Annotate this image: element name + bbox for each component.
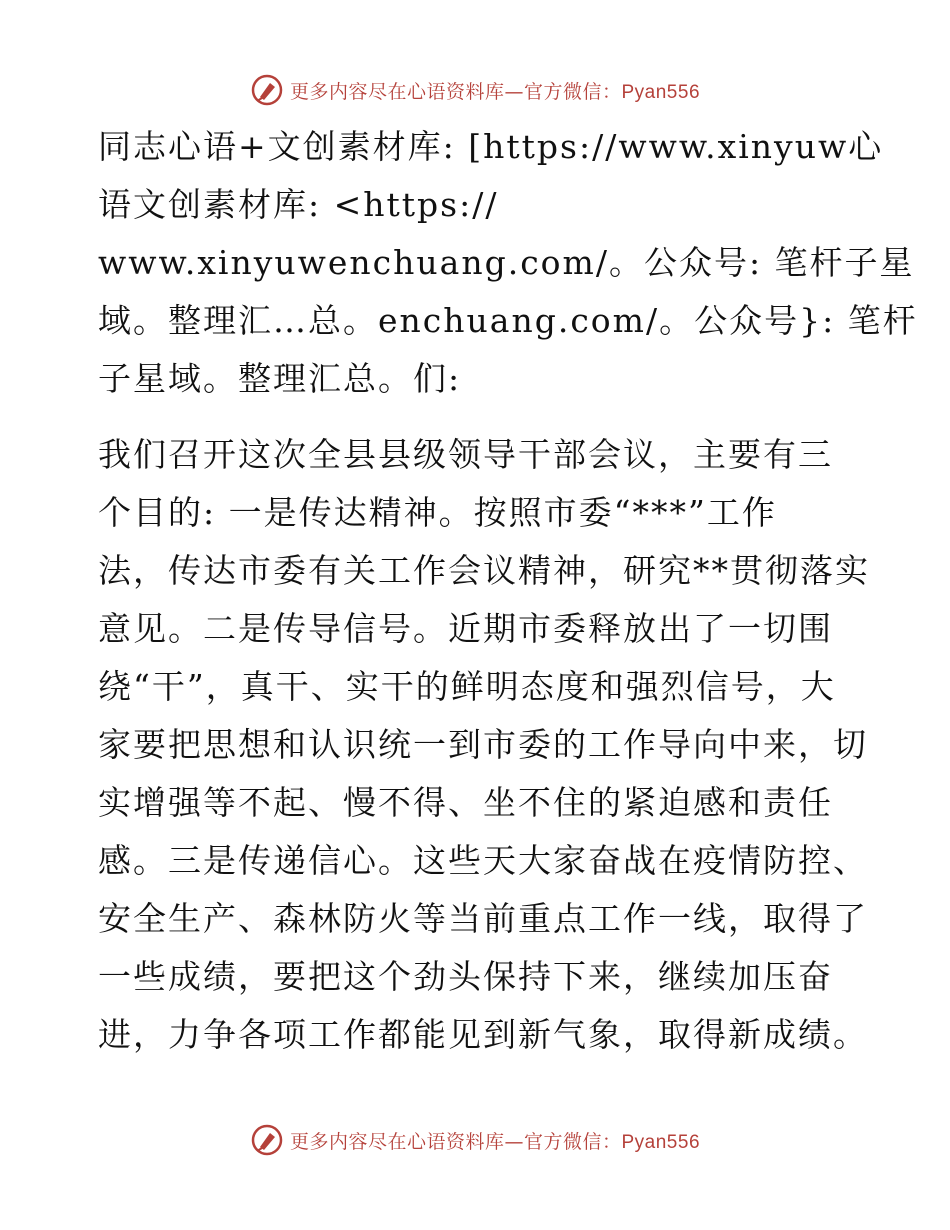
text-line: 进，力争各项工作都能见到新气象，取得新成绩。	[98, 1015, 868, 1054]
text-line: 个目的: 一是传达精神。按照市委“***”工作	[98, 493, 777, 532]
text-line: 意见。二是传导信号。近期市委释放出了一切围	[98, 609, 833, 648]
header-watermark	[0, 70, 950, 110]
paragraph-2	[98, 426, 870, 1064]
text-line: 一些成绩，要把这个劲头保持下来，继续加压奋	[98, 957, 833, 996]
watermark-text: 更多内容尽在心语资料库—官方微信：Pyan556	[289, 1130, 701, 1153]
text-line: 法，传达市委有关工作会议精神，研究**贯彻落实	[98, 551, 870, 590]
footer-watermark	[0, 1120, 950, 1160]
text-line: 绕“干”，真干、实干的鲜明态度和强烈信号，大	[98, 667, 836, 706]
watermark-text: 更多内容尽在心语资料库—官方微信：Pyan556	[289, 80, 701, 103]
text-line: 我们召开这次全县县级领导干部会议，主要有三	[98, 435, 833, 474]
pen-nib-logo-icon	[250, 73, 284, 107]
text-line: 子星域。整理汇总。们:	[98, 359, 462, 398]
text-line: 感。三是传递信心。这些天大家奋战在疫情防控、	[98, 841, 868, 880]
text-line: 语文创素材库: <https://	[98, 185, 499, 224]
text-line: 同志心语+文创素材库: [https://www.xinyuw心	[98, 127, 884, 166]
text-line: www.xinyuwenchuang.com/。公众号: 笔杆子星	[98, 243, 915, 282]
paragraph-1	[98, 118, 918, 408]
pen-nib-logo-icon	[250, 1123, 284, 1157]
text-line: 实增强等不起、慢不得、坐不住的紧迫感和责任	[98, 783, 833, 822]
text-line: 安全生产、森林防火等当前重点工作一线，取得了	[98, 899, 868, 938]
text-line: 家要把思想和认识统一到市委的工作导向中来，切	[98, 725, 868, 764]
text-line: 域。整理汇…总。enchuang.com/。公众号}: 笔杆	[98, 301, 918, 340]
